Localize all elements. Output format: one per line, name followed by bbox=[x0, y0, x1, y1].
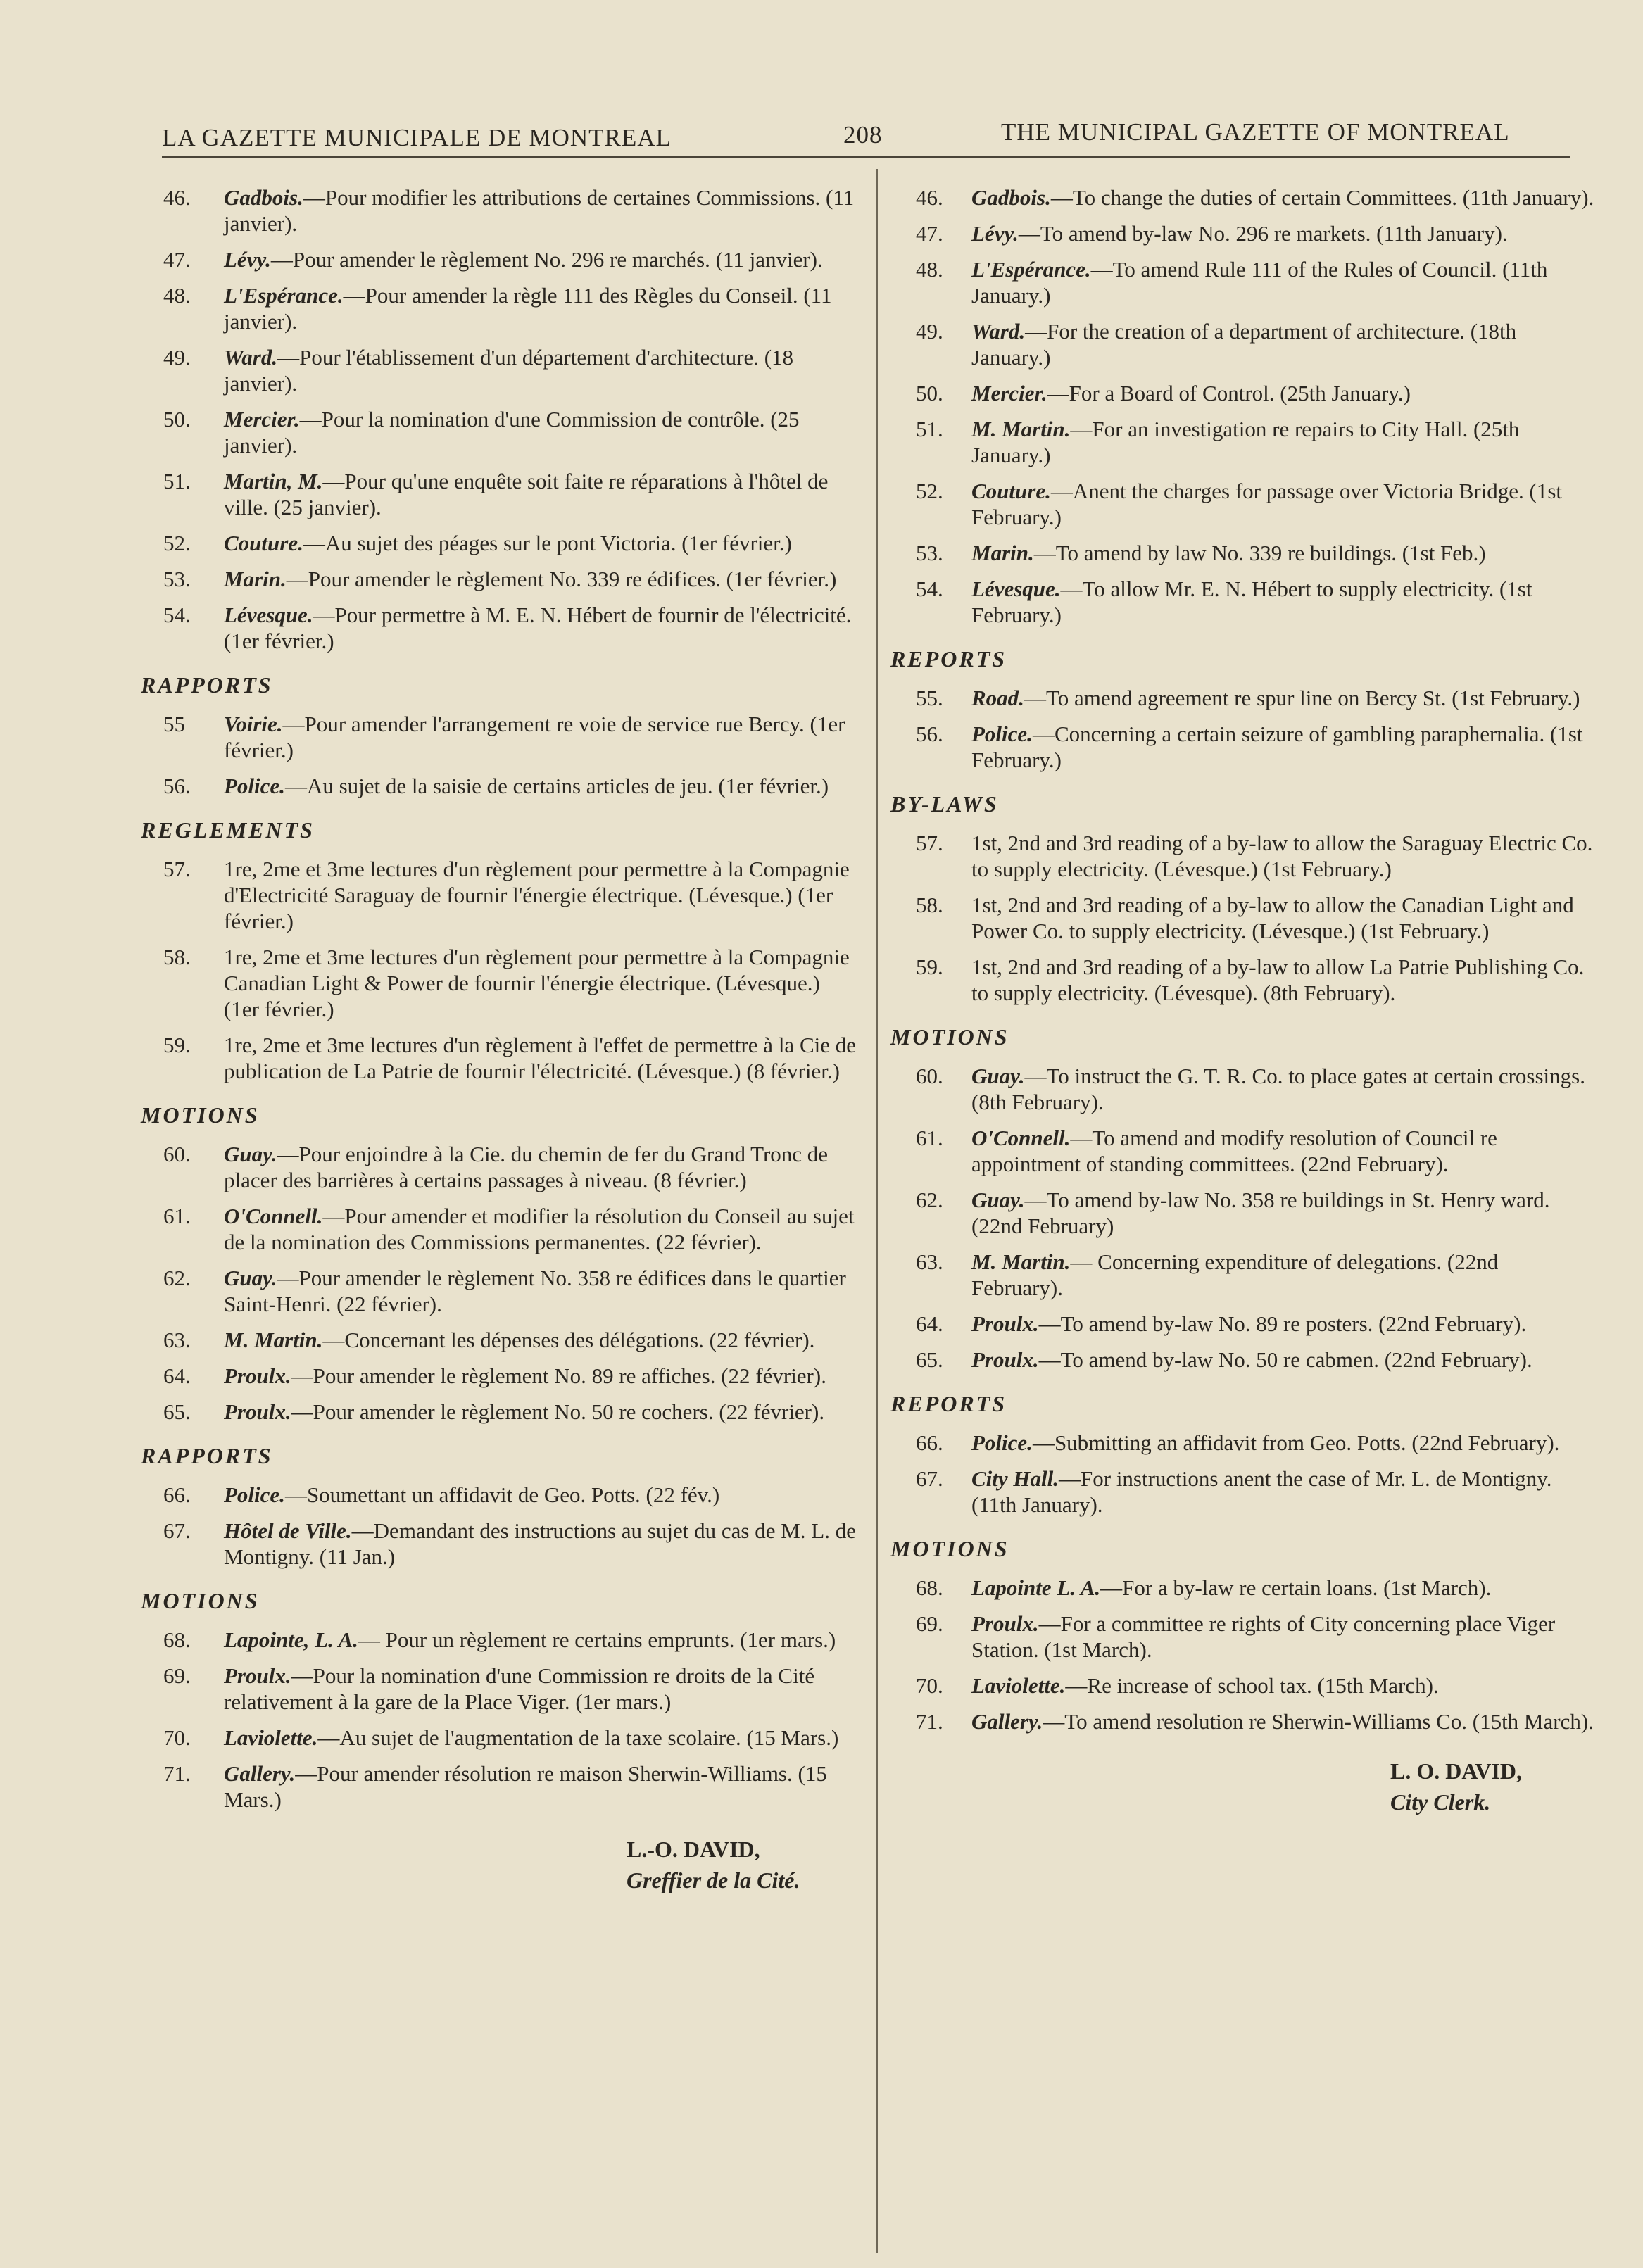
entry-name: Lévesque. bbox=[971, 577, 1061, 601]
section-heading: MOTIONS bbox=[141, 1588, 260, 1613]
motion-entry bbox=[141, 1363, 859, 1389]
entry-number: 70. bbox=[163, 1725, 191, 1750]
entry-text: —Pour amender l'arrangement re voie de service rue Bercy. (1er février.) bbox=[224, 712, 845, 762]
entry-number: 67. bbox=[916, 1466, 943, 1491]
entry-name: Ward. bbox=[971, 319, 1026, 344]
entry-name: Police. bbox=[971, 722, 1033, 746]
section-heading: BY-LAWS bbox=[890, 791, 999, 817]
entry-number: 66. bbox=[916, 1430, 943, 1455]
entry-number: 48. bbox=[163, 283, 191, 308]
entry-number: 60. bbox=[163, 1142, 191, 1166]
entry-text: —To amend by law No. 339 re buildings. (1st Feb.) bbox=[1033, 541, 1486, 565]
entry-text: —Re increase of school tax. (15th March). bbox=[1065, 1673, 1439, 1698]
entry-name: City Hall. bbox=[971, 1466, 1059, 1491]
entry-number: 51. bbox=[916, 417, 943, 441]
entry-number: 56. bbox=[916, 722, 943, 746]
entry-number: 71. bbox=[163, 1761, 191, 1786]
entry-number: 55. bbox=[916, 686, 943, 710]
signature bbox=[890, 1756, 1594, 1817]
english-column bbox=[890, 184, 1594, 1817]
entry-text: —Pour enjoindre à la Cie. du chemin de fer du Grand Tronc de placer des barrières à certains passages à niveau. (8 février.) bbox=[224, 1142, 829, 1192]
entry-name: M. Martin. bbox=[971, 417, 1071, 441]
motion-entry bbox=[890, 184, 1594, 210]
entry-name: O'Connell. bbox=[971, 1126, 1071, 1150]
entry-name: Proulx. bbox=[224, 1399, 291, 1424]
entry-number: 46. bbox=[163, 185, 191, 210]
entry-text: —Demandant des instructions au sujet du cas de M. L. de Montigny. (11 Jan.) bbox=[224, 1518, 856, 1569]
motion-entry bbox=[141, 1265, 859, 1317]
entry-text: —Pour permettre à M. E. N. Hébert de fournir de l'électricité. (1er février.) bbox=[224, 603, 852, 653]
motion-entry bbox=[890, 1611, 1594, 1663]
entry-text: 1st, 2nd and 3rd reading of a by-law to allow La Patrie Publishing Co. to supply electricity. (Lévesque). (8th February). bbox=[971, 955, 1585, 1005]
entry-text: —To amend and modify resolution of Council re appointment of standing committees. (22nd February). bbox=[971, 1126, 1497, 1176]
motion-entry bbox=[890, 1187, 1594, 1239]
entry-text: —Pour amender le règlement No. 50 re cochers. (22 février). bbox=[291, 1399, 825, 1424]
entry-name: Police. bbox=[224, 774, 285, 798]
motion-entry bbox=[141, 1627, 859, 1653]
entry-list bbox=[890, 685, 1594, 773]
entry-number: 61. bbox=[916, 1126, 943, 1150]
entry-text: —Au sujet de l'augmentation de la taxe scolaire. (15 Mars.) bbox=[317, 1725, 839, 1750]
entry-text: —Pour amender la règle 111 des Règles du Conseil. (11 janvier). bbox=[224, 283, 832, 334]
entry-text: —For instructions anent the case of Mr. L. de Montigny. (11th January). bbox=[971, 1466, 1552, 1517]
entry-name: Proulx. bbox=[971, 1347, 1039, 1372]
motion-entry bbox=[890, 1672, 1594, 1699]
entry-number: 61. bbox=[163, 1204, 191, 1228]
entry-name: L'Espérance. bbox=[224, 283, 344, 308]
signature-name: L.-O. DAVID, bbox=[627, 1837, 760, 1862]
entry-name: O'Connell. bbox=[224, 1204, 323, 1228]
motion-entry bbox=[890, 1311, 1594, 1337]
entry-list bbox=[890, 1063, 1594, 1373]
signature bbox=[141, 1834, 859, 1896]
motion-entry bbox=[890, 721, 1594, 773]
entry-number: 63. bbox=[916, 1249, 943, 1274]
entry-number: 58. bbox=[163, 945, 191, 969]
entry-text: 1re, 2me et 3me lectures d'un règlement pour permettre à la Compagnie Canadian Light & Power de fournir l'énergie électrique. (Lévesque.) (1er février.) bbox=[224, 945, 850, 1021]
motion-entry bbox=[141, 1203, 859, 1255]
motion-entry bbox=[141, 282, 859, 334]
entry-text: —For the creation of a department of architecture. (18th January.) bbox=[971, 319, 1517, 370]
header-rule bbox=[162, 156, 1570, 158]
motion-entry bbox=[890, 830, 1594, 882]
page-number: 208 bbox=[843, 121, 883, 149]
motion-entry bbox=[890, 380, 1594, 406]
motion-entry bbox=[141, 1032, 859, 1084]
entry-list bbox=[890, 1430, 1594, 1518]
entry-name: M. Martin. bbox=[224, 1328, 323, 1352]
motion-entry bbox=[890, 685, 1594, 711]
entry-number: 50. bbox=[916, 381, 943, 405]
section-heading: MOTIONS bbox=[890, 1536, 1009, 1561]
section-heading: MOTIONS bbox=[141, 1102, 260, 1128]
motion-entry bbox=[890, 1125, 1594, 1177]
motion-entry bbox=[890, 954, 1594, 1006]
entry-list bbox=[890, 1575, 1594, 1734]
section-heading: RAPPORTS bbox=[141, 672, 273, 698]
motion-entry bbox=[141, 711, 859, 763]
entry-text: —Pour amender et modifier la résolution du Conseil au sujet de la nomination des Commissions permanentes. (22 février). bbox=[224, 1204, 855, 1254]
entry-text: —To amend by-law No. 50 re cabmen. (22nd February). bbox=[1038, 1347, 1532, 1372]
entry-name: Gadbois. bbox=[224, 185, 303, 210]
entry-list bbox=[890, 184, 1594, 628]
entry-number: 58. bbox=[916, 893, 943, 917]
entry-name: Guay. bbox=[224, 1266, 277, 1290]
motion-entry bbox=[141, 530, 859, 556]
entry-number: 49. bbox=[916, 319, 943, 344]
entry-number: 62. bbox=[916, 1187, 943, 1212]
entry-name: Guay. bbox=[971, 1064, 1025, 1088]
entry-text: 1re, 2me et 3me lectures d'un règlement pour permettre à la Compagnie d'Electricité Saraguay de fournir l'énergie électrique. (Lévesque.) (1er février.) bbox=[224, 857, 850, 933]
entry-number: 49. bbox=[163, 345, 191, 370]
entry-name: Guay. bbox=[971, 1187, 1025, 1212]
entry-number: 64. bbox=[916, 1311, 943, 1336]
entry-number: 57. bbox=[163, 857, 191, 881]
entry-number: 48. bbox=[916, 257, 943, 282]
entry-name: Police. bbox=[224, 1482, 285, 1507]
entry-text: —To allow Mr. E. N. Hébert to supply electricity. (1st February.) bbox=[971, 577, 1532, 627]
entry-text: —Pour amender le règlement No. 339 re édifices. (1er février.) bbox=[286, 567, 837, 591]
header-left-title: LA GAZETTE MUNICIPALE DE MONTREAL bbox=[162, 124, 672, 151]
entry-name: L'Espérance. bbox=[971, 257, 1091, 282]
entry-text: —To amend by-law No. 89 re posters. (22nd February). bbox=[1038, 1311, 1527, 1336]
entry-number: 56. bbox=[163, 774, 191, 798]
motion-entry bbox=[141, 1141, 859, 1193]
motion-entry bbox=[141, 246, 859, 272]
column-divider bbox=[876, 169, 878, 2253]
entry-name: Laviolette. bbox=[224, 1725, 318, 1750]
entry-number: 69. bbox=[916, 1611, 943, 1636]
entry-text: 1st, 2nd and 3rd reading of a by-law to allow the Canadian Light and Power Co. to supply electricity. (Lévesque.) (1st February.) bbox=[971, 893, 1574, 943]
entry-name: Ward. bbox=[224, 345, 278, 370]
section-heading: RAPPORTS bbox=[141, 1443, 273, 1468]
motion-entry bbox=[890, 1575, 1594, 1601]
entry-name: Proulx. bbox=[224, 1663, 291, 1688]
entry-name: Police. bbox=[971, 1430, 1033, 1455]
motion-entry bbox=[141, 406, 859, 458]
entry-name: Guay. bbox=[224, 1142, 277, 1166]
entry-list bbox=[141, 856, 859, 1084]
motion-entry bbox=[141, 944, 859, 1022]
entry-name: Marin. bbox=[224, 567, 287, 591]
entry-list bbox=[141, 1482, 859, 1570]
entry-text: —For a committee re rights of City concerning place Viger Station. (1st March). bbox=[971, 1611, 1556, 1662]
entry-number: 57. bbox=[916, 831, 943, 855]
entry-name: Lapointe L. A. bbox=[971, 1575, 1101, 1600]
entry-list bbox=[141, 184, 859, 654]
entry-number: 50. bbox=[163, 407, 191, 431]
motion-entry bbox=[890, 1249, 1594, 1301]
entry-number: 53. bbox=[163, 567, 191, 591]
entry-name: Lévy. bbox=[224, 247, 271, 272]
entry-number: 52. bbox=[916, 479, 943, 503]
entry-text: —Anent the charges for passage over Victoria Bridge. (1st February.) bbox=[971, 479, 1562, 529]
entry-number: 54. bbox=[163, 603, 191, 627]
entry-number: 65. bbox=[916, 1347, 943, 1372]
entry-text: —Pour qu'une enquête soit faite re réparations à l'hôtel de ville. (25 janvier). bbox=[224, 469, 829, 519]
entry-name: Lévesque. bbox=[224, 603, 313, 627]
entry-text: —To amend agreement re spur line on Bercy St. (1st February.) bbox=[1024, 686, 1580, 710]
entry-text: —To amend by-law No. 296 re markets. (11th January). bbox=[1018, 221, 1508, 246]
motion-entry bbox=[141, 856, 859, 934]
entry-number: 63. bbox=[163, 1328, 191, 1352]
entry-name: Laviolette. bbox=[971, 1673, 1066, 1698]
entry-name: Hôtel de Ville. bbox=[224, 1518, 352, 1543]
motion-entry bbox=[890, 318, 1594, 370]
entry-text: —To amend Rule 111 of the Rules of Council. (11th January.) bbox=[971, 257, 1548, 308]
entry-number: 68. bbox=[163, 1627, 191, 1652]
entry-name: Mercier. bbox=[971, 381, 1047, 405]
entry-number: 59. bbox=[916, 955, 943, 979]
entry-number: 47. bbox=[916, 221, 943, 246]
motion-entry bbox=[141, 1327, 859, 1353]
entry-name: Couture. bbox=[224, 531, 303, 555]
entry-number: 59. bbox=[163, 1033, 191, 1057]
entry-text: —Pour amender résolution re maison Sherwin-Williams. (15 Mars.) bbox=[224, 1761, 827, 1812]
entry-text: —Pour amender le règlement No. 89 re affiches. (22 février). bbox=[291, 1363, 826, 1388]
entry-text: —To amend by-law No. 358 re buildings in St. Henry ward. (22nd February) bbox=[971, 1187, 1550, 1238]
entry-name: Gadbois. bbox=[971, 185, 1051, 210]
entry-text: — Concerning expenditure of delegations. (22nd February). bbox=[971, 1249, 1499, 1300]
entry-name: Lapointe, L. A. bbox=[224, 1627, 358, 1652]
motion-entry bbox=[890, 256, 1594, 308]
section-heading: REPORTS bbox=[890, 646, 1007, 672]
entry-number: 55 bbox=[163, 712, 185, 736]
entry-number: 67. bbox=[163, 1518, 191, 1543]
entry-name: Proulx. bbox=[971, 1311, 1039, 1336]
entry-list bbox=[141, 711, 859, 799]
motion-entry bbox=[141, 468, 859, 520]
motion-entry bbox=[141, 1663, 859, 1715]
entry-text: —To amend resolution re Sherwin-Williams Co. (15th March). bbox=[1043, 1709, 1594, 1734]
section-heading: REPORTS bbox=[890, 1391, 1007, 1416]
motion-entry bbox=[141, 1399, 859, 1425]
motion-entry bbox=[890, 416, 1594, 468]
entry-name: Gallery. bbox=[224, 1761, 296, 1786]
entry-text: —Concerning a certain seizure of gambling paraphernalia. (1st February.) bbox=[971, 722, 1583, 772]
entry-text: —Au sujet des péages sur le pont Victoria. (1er février.) bbox=[303, 531, 792, 555]
motion-entry bbox=[890, 1430, 1594, 1456]
motion-entry bbox=[890, 1347, 1594, 1373]
entry-text: —Concernant les dépenses des délégations. (22 février). bbox=[322, 1328, 815, 1352]
entry-number: 65. bbox=[163, 1399, 191, 1424]
motion-entry bbox=[890, 576, 1594, 628]
section-heading: REGLEMENTS bbox=[141, 817, 315, 843]
entry-text: —Pour la nomination d'une Commission de contrôle. (25 janvier). bbox=[224, 407, 800, 458]
entry-name: Proulx. bbox=[224, 1363, 291, 1388]
motion-entry bbox=[141, 184, 859, 237]
entry-text: —Pour amender le règlement No. 358 re édifices dans le quartier Saint-Henri. (22 février). bbox=[224, 1266, 846, 1316]
entry-text: —Pour modifier les attributions de certaines Commissions. (11 janvier). bbox=[224, 185, 855, 236]
signature-title: Greffier de la Cité. bbox=[627, 1867, 800, 1893]
entry-name: Road. bbox=[971, 686, 1024, 710]
entry-text: —Pour l'établissement d'un département d'architecture. (18 janvier). bbox=[224, 345, 794, 396]
motion-entry bbox=[890, 478, 1594, 530]
motion-entry bbox=[141, 1518, 859, 1570]
entry-text: —To instruct the G. T. R. Co. to place gates at certain crossings. (8th February). bbox=[971, 1064, 1585, 1114]
entry-number: 51. bbox=[163, 469, 191, 493]
entry-number: 66. bbox=[163, 1482, 191, 1507]
entry-number: 52. bbox=[163, 531, 191, 555]
motion-entry bbox=[141, 1760, 859, 1813]
entry-number: 46. bbox=[916, 185, 943, 210]
motion-entry bbox=[890, 1466, 1594, 1518]
signature-title: City Clerk. bbox=[1390, 1789, 1491, 1815]
entry-text: —For a by-law re certain loans. (1st March). bbox=[1100, 1575, 1492, 1600]
entry-number: 62. bbox=[163, 1266, 191, 1290]
motion-entry bbox=[141, 773, 859, 799]
entry-text: —To change the duties of certain Committees. (11th January). bbox=[1050, 185, 1594, 210]
entry-number: 54. bbox=[916, 577, 943, 601]
entry-text: —For a Board of Control. (25th January.) bbox=[1047, 381, 1411, 405]
entry-number: 70. bbox=[916, 1673, 943, 1698]
french-column bbox=[141, 184, 859, 1896]
motion-entry bbox=[890, 892, 1594, 944]
entry-list bbox=[141, 1627, 859, 1813]
entry-number: 64. bbox=[163, 1363, 191, 1388]
entry-name: Couture. bbox=[971, 479, 1051, 503]
entry-number: 69. bbox=[163, 1663, 191, 1688]
motion-entry bbox=[890, 1063, 1594, 1115]
motion-entry bbox=[141, 602, 859, 654]
entry-text: 1st, 2nd and 3rd reading of a by-law to allow the Saraguay Electric Co. to supply electricity. (Lévesque.) (1st February.) bbox=[971, 831, 1593, 881]
motion-entry bbox=[141, 566, 859, 592]
entry-name: Lévy. bbox=[971, 221, 1019, 246]
section-heading: MOTIONS bbox=[890, 1024, 1009, 1050]
motion-entry bbox=[141, 344, 859, 396]
entry-text: —Au sujet de la saisie de certains articles de jeu. (1er février.) bbox=[284, 774, 829, 798]
entry-name: Proulx. bbox=[971, 1611, 1039, 1636]
entry-text: —Soumettant un affidavit de Geo. Potts. (22 fév.) bbox=[284, 1482, 720, 1507]
entry-text: — Pour un règlement re certains emprunts. (1er mars.) bbox=[358, 1627, 836, 1652]
signature-name: L. O. DAVID, bbox=[1390, 1758, 1522, 1784]
entry-name: Martin, M. bbox=[224, 469, 323, 493]
entry-list bbox=[890, 830, 1594, 1006]
motion-entry bbox=[890, 540, 1594, 566]
motion-entry bbox=[890, 220, 1594, 246]
entry-number: 71. bbox=[916, 1709, 943, 1734]
entry-name: Gallery. bbox=[971, 1709, 1043, 1734]
entry-text: —For an investigation re repairs to City Hall. (25th January.) bbox=[971, 417, 1520, 467]
entry-name: Voirie. bbox=[224, 712, 283, 736]
entry-name: Marin. bbox=[971, 541, 1034, 565]
entry-number: 53. bbox=[916, 541, 943, 565]
entry-name: M. Martin. bbox=[971, 1249, 1071, 1274]
motion-entry bbox=[141, 1482, 859, 1508]
entry-text: —Pour la nomination d'une Commission re droits de la Cité relativement à la gare de la Place Viger. (1er mars.) bbox=[224, 1663, 815, 1714]
entry-number: 47. bbox=[163, 247, 191, 272]
entry-list bbox=[141, 1141, 859, 1425]
entry-name: Mercier. bbox=[224, 407, 300, 431]
entry-text: —Submitting an affidavit from Geo. Potts. (22nd February). bbox=[1032, 1430, 1560, 1455]
page-header bbox=[162, 118, 1570, 160]
entry-number: 60. bbox=[916, 1064, 943, 1088]
entry-text: 1re, 2me et 3me lectures d'un règlement à l'effet de permettre à la Cie de publication de La Patrie de fournir l'électricité. (Lévesque.) (8 février.) bbox=[224, 1033, 857, 1083]
header-right-title: THE MUNICIPAL GAZETTE OF MONTREAL bbox=[1001, 118, 1510, 146]
motion-entry bbox=[890, 1708, 1594, 1734]
entry-text: —Pour amender le règlement No. 296 re marchés. (11 janvier). bbox=[270, 247, 823, 272]
motion-entry bbox=[141, 1725, 859, 1751]
entry-number: 68. bbox=[916, 1575, 943, 1600]
